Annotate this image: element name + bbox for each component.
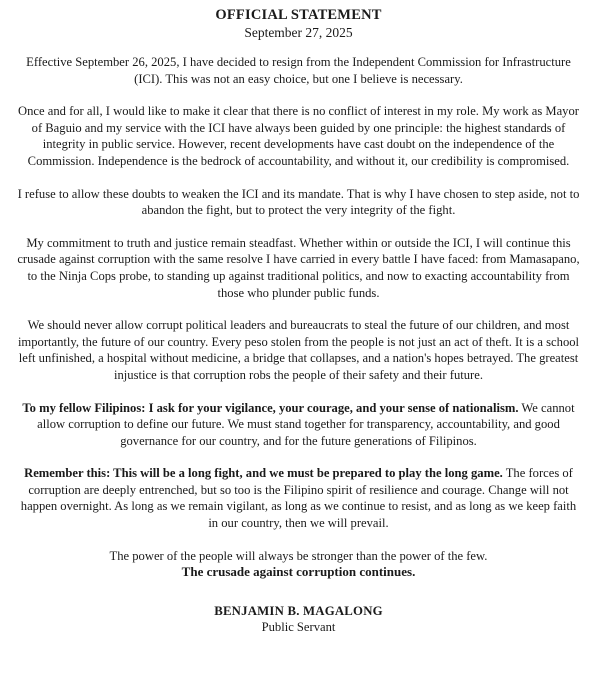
paragraph-text: Effective September 26, 2025, I have decided to resign from the Independent Commission for Infrastructure (ICI). This was not an easy choice, but one I believe is necessary. [26, 55, 571, 86]
paragraph-resignation [16, 54, 581, 87]
statement-title: OFFICIAL STATEMENT [215, 7, 382, 23]
paragraph-fellow-filipinos [16, 400, 581, 450]
paragraph-text: Once and for all, I would like to make it clear that there is no conflict of interest in my role. My work as Mayor of Baguio and my service with the ICI have always been guided by one principle: the highest standards of integrity in public service. However, recent developments have cast doubt on the independence of the Commission. Independence is the bedrock of accountability, and without it, our credibility is compromised. [18, 104, 579, 168]
closing-line-power: The power of the people will always be stronger than the power of the few. [109, 548, 488, 563]
paragraph-text: I refuse to allow these doubts to weaken the ICI and its mandate. That is why I have chosen to step aside, not to abandon the fight, but to protect the very integrity of the fight. [17, 186, 580, 218]
paragraph-corruption-impact [16, 317, 581, 383]
paragraph-commitment [16, 235, 581, 301]
paragraph-bold-lead: Remember this: This will be a long fight, and we must be prepared to play the long game. [24, 466, 503, 481]
signature-role: Public Servant [261, 620, 336, 635]
paragraph-conflict-of-interest [16, 103, 581, 169]
paragraph-bold-lead: To my fellow Filipinos: I ask for your vigilance, your courage, and your sense of nationalism. [22, 400, 519, 415]
closing-line-crusade: The crusade against corruption continues. [181, 564, 416, 580]
paragraph-text: The forces of corruption are deeply entrenched, but so too is the Filipino spirit of resilience and courage. Change will not happen overnight. As long as we remain vigilant, as long as we continue to resist, and as long as we keep faith in our country, then we will prevail. [20, 466, 577, 531]
statement-date: September 27, 2025 [244, 25, 353, 40]
paragraph-text: My commitment to truth and justice remain steadfast. Whether within or outside the ICI, I will continue this crusade against corruption with the same resolve I have carried in every battle I have faced: from Mamasapano, to the Ninja Cops probe, to standing up against traditional politics, and now to exacting accountability from those who plunder public funds. [17, 235, 580, 300]
signature-name: BENJAMIN B. MAGALONG [214, 603, 383, 618]
paragraph-long-fight [16, 465, 581, 531]
paragraph-text: We cannot allow corruption to define our future. We must stand together for transparency, accountability, and good governance for our country, and for the future generations of Filipinos. [37, 400, 575, 448]
closing-lines [16, 548, 581, 581]
paragraph-doubts [16, 186, 581, 219]
paragraph-text: We should never allow corrupt political leaders and bureaucrats to steal the future of our children, and most importantly, the future of our country. Every peso stolen from the people is not just an act of theft. It is a school left unfinished, a hospital without medicine, a bridge that collapses, and a nation's hopes betrayed. The greatest injustice is that corruption robs the people of their safety and their future. [17, 318, 580, 382]
